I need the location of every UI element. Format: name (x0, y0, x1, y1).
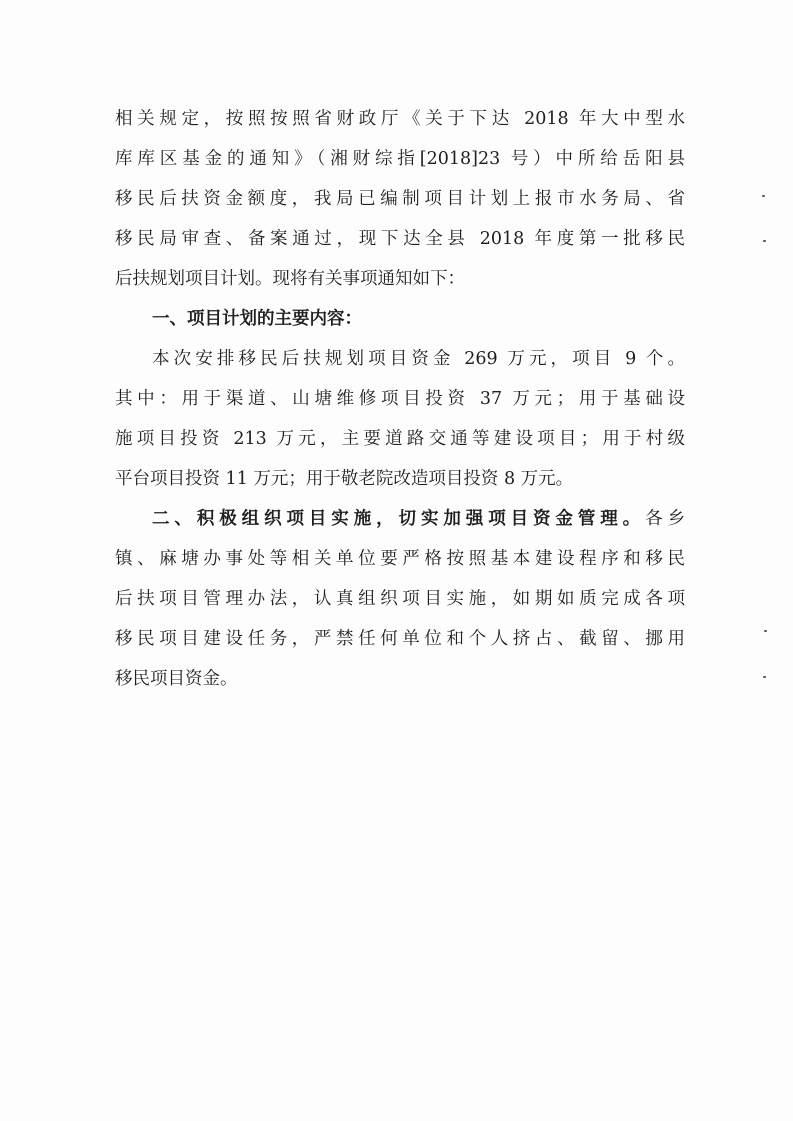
text-line: 后扶规划项目计划。现将有关事项通知如下： (115, 269, 465, 289)
scan-speck (763, 676, 766, 678)
text-line: 移民项目资金。 (115, 669, 238, 689)
section-heading-1: 一、项目计划的主要内容： (152, 309, 362, 329)
text-line: 其中：用于渠道、山塘维修项目投资 37 万元；用于基础设 (115, 389, 685, 409)
text-line: 后扶项目管理办法，认真组织项目实施，如期如质完成各项 (115, 589, 685, 609)
text-line (115, 499, 685, 539)
section-heading-2: 二、积极组织项目实施，切实加强项目资金管理。 (152, 509, 646, 529)
text-line: 移民项目建设任务，严禁任何单位和个人挤占、截留、挪用 (115, 629, 685, 649)
text-line: 移民局审查、备案通过，现下达全县 2018 年度第一批移民 (115, 229, 685, 249)
paragraph-regulation (115, 99, 685, 299)
scan-speck (763, 240, 766, 242)
scan-speck (762, 195, 765, 197)
text-line: 相关规定，按照按照省财政厅《关于下达 2018 年大中型水 (115, 109, 685, 129)
text-line: 镇、麻塘办事处等相关单位要严格按照基本建设程序和移民 (115, 549, 685, 569)
text-fragment: 各乡 (645, 509, 686, 529)
text-line: 移民后扶资金额度，我局已编制项目计划上报市水务局、省 (115, 189, 685, 209)
text-line: 施项目投资 213 万元，主要道路交通等建设项目；用于村级 (115, 429, 685, 449)
text-line: 平台项目投资 11 万元；用于敬老院改造项目投资 8 万元。 (115, 469, 574, 489)
text-line: 库库区基金的通知》（湘财综指[2018]23 号）中所给岳阳县 (115, 149, 685, 169)
paragraph-implementation (115, 499, 685, 699)
scan-speck (764, 630, 767, 632)
document-body (115, 99, 685, 699)
paragraph-plan-content (115, 339, 685, 499)
text-line: 本次安排移民后扶规划项目资金 269 万元，项目 9 个。 (152, 349, 685, 369)
